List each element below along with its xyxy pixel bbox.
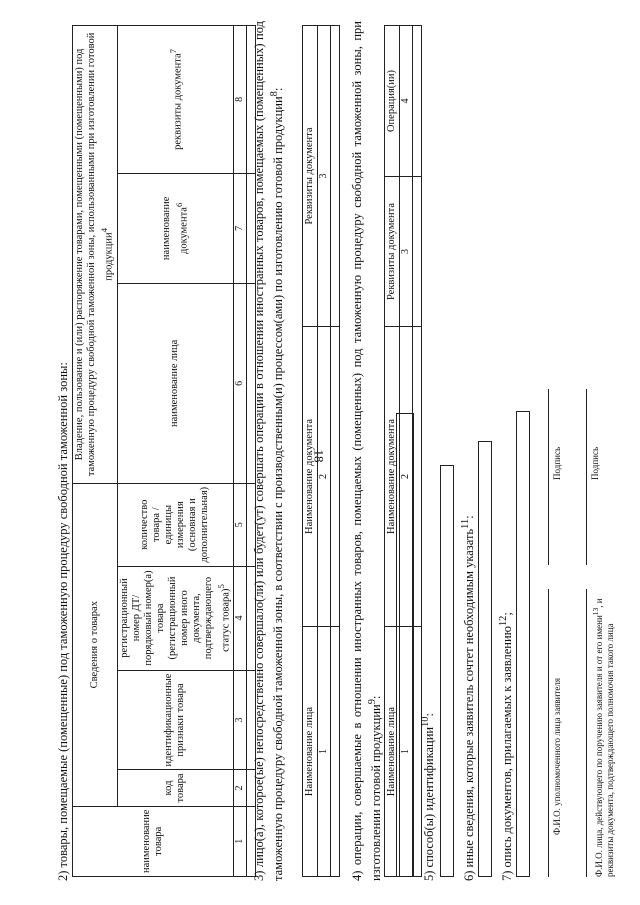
ops-header-doc: Наименование документа <box>385 327 400 627</box>
sign2-line <box>586 389 587 565</box>
colnum: 2 <box>318 327 331 627</box>
sign1-label: Подпись <box>552 446 562 480</box>
fio2-label: Ф.И.О. лица, действующего по поручению заявителя и от его имени$^{13}$, и реквизиты документа, подтверждающего полномочия такого лица <box>591 598 615 877</box>
header-info: Сведения о товарах <box>73 483 118 806</box>
identification-field[interactable] <box>396 413 414 877</box>
header-ident: идентификационные признаки товара <box>117 670 234 770</box>
item5-text: 5) способ(ы) идентификации$^{10}$: <box>420 713 437 881</box>
persons-header-req: Реквизиты документа <box>303 26 318 327</box>
header-regnum: регистрационный номер ДТ/ порядковый номер(а) товара (регистрационный номер иного документа, подтверждающего статус товара)$^5$ <box>117 566 234 670</box>
colnum: 7 <box>234 173 247 283</box>
item6-text: 6) иные сведения, которые заявитель сочтет необходимым указать$^{11}$: <box>460 515 477 881</box>
colnum: 3 <box>400 177 413 327</box>
persons-header-doc: Наименование документа <box>303 327 318 627</box>
table-row <box>331 26 340 877</box>
header-owner: Владение, пользование и (или) распоряжение товарами, помещенными (помещенными) под таможенную процедуру свободной таможенной зоны, использованными при изготовлении готовой продукции$^4$ <box>73 26 118 484</box>
item7-text: 7) опись документов, прилагаемых к заявлению$^{12}$; <box>498 612 515 881</box>
header-doc: наименование документа$^6$ <box>117 173 234 283</box>
sign1-line <box>548 389 549 565</box>
ops-header-operation: Операция(ии) <box>385 26 400 177</box>
colnum: 4 <box>234 566 247 670</box>
header-qty: количество товара / единицы измерения (основная и дополнительная) <box>117 483 234 566</box>
colnum: 6 <box>234 283 247 483</box>
header-req: реквизиты документа$^7$ <box>117 26 234 174</box>
colnum: 2 <box>400 327 413 627</box>
other-info-field[interactable] <box>440 465 454 877</box>
colnum: 3 <box>234 670 247 770</box>
colnum: 3 <box>318 26 331 327</box>
persons-header-name: Наименование лица <box>303 627 318 877</box>
item3-text: 3) лицо(а), которое(ые) непосредственно совершало(ли) или будет(ут) совершать операции в отношении иностранных товаров, помещаемых (помещенных) под таможенную процедуру свободной таможенной зоны, в соответствии с производственным(и) процессом(ами) по изготовлению готовой продукции$^8$: <box>252 21 286 881</box>
fio1-line <box>548 589 549 877</box>
column-numbers <box>234 26 247 877</box>
persons-table <box>302 25 340 877</box>
colnum: 2 <box>234 770 247 806</box>
item2-heading: 2) товары, помещаемые (помещенные) под таможенную процедуру свободной таможенной зоны: <box>56 362 70 881</box>
page-number: 18 <box>311 449 327 463</box>
header-code: код товара <box>117 770 234 806</box>
fio2-line <box>586 589 587 877</box>
item4-text: 4) операции, совершаемые в отношении иностранных товаров, помещаемых (помещенных) под таможенную процедуру свободной таможенной зоны, при изготовлении готовой продукции$^9$: <box>350 21 384 881</box>
fio1-label: Ф.И.О. уполномоченного лица заявителя <box>552 678 562 835</box>
header-name: наименование товара <box>73 806 234 876</box>
colnum: 8 <box>234 26 247 174</box>
colnum: 4 <box>400 26 413 177</box>
ops-header-name: Наименование лица <box>385 627 400 877</box>
colnum: 1 <box>400 627 413 877</box>
colnum: 5 <box>234 483 247 566</box>
colnum: 1 <box>234 806 247 876</box>
sign2-label: Подпись <box>590 446 600 480</box>
extra-field[interactable] <box>516 411 530 877</box>
colnum: 1 <box>318 627 331 877</box>
goods-table <box>72 25 256 877</box>
header-person: наименование лица <box>117 283 234 483</box>
ops-header-req: Реквизиты документа <box>385 177 400 327</box>
documents-list-field[interactable] <box>478 441 492 877</box>
